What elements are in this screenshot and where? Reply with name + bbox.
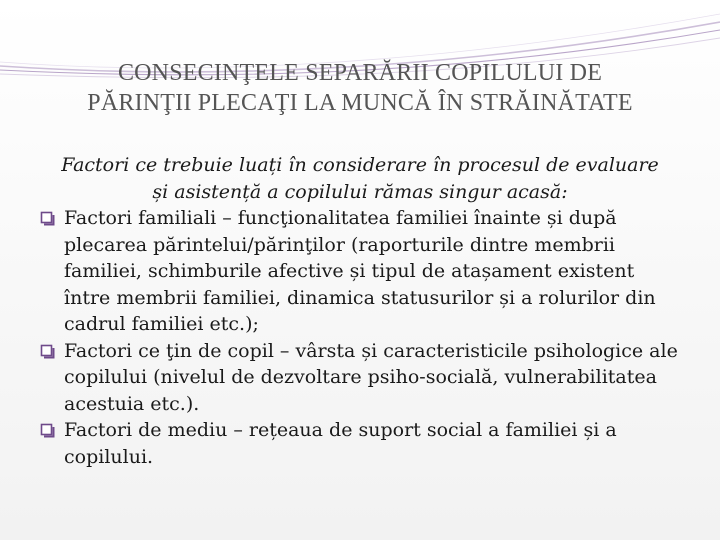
slide-title-line-2: PĂRINŢII PLECAŢI LA MUNCĂ ÎN STRĂINĂTATE xyxy=(87,90,633,116)
bullet-item-family-factors xyxy=(42,205,682,338)
bullet-text: Factori ce ţin de copil – vârsta și caracteristicile psihologice ale copilului (nivelul de dezvoltare psiho-socială, vulnerabilitatea acestuia etc.). xyxy=(64,339,678,415)
hollow-square-bullet-icon xyxy=(40,423,55,438)
slide-body xyxy=(42,152,682,470)
bullet-text: Factori de mediu – rețeaua de suport social a familiei și a copilului. xyxy=(64,419,617,468)
bullet-item-child-factors xyxy=(42,338,682,418)
hollow-square-bullet-icon xyxy=(40,344,55,359)
intro-text: Factori ce trebuie luați în considerare în procesul de evaluare și asistență a copilului rămas singur acasă: xyxy=(61,154,659,203)
slide-title-line-1: CONSECINŢELE SEPARĂRII COPILULUI DE xyxy=(117,60,603,86)
slide-title xyxy=(20,58,700,118)
hollow-square-bullet-icon xyxy=(40,211,55,226)
bullet-text: Factori familiali – funcţionalitatea familiei înainte și după plecarea părintelui/părinţilor (raporturile dintre membrii familiei, schimburile afective și tipul de atașament existent între membrii familiei, dinamica statusurilor și a rolurilor din cadrul familiei etc.); xyxy=(64,207,656,335)
bullet-item-environment-factors xyxy=(42,417,682,470)
